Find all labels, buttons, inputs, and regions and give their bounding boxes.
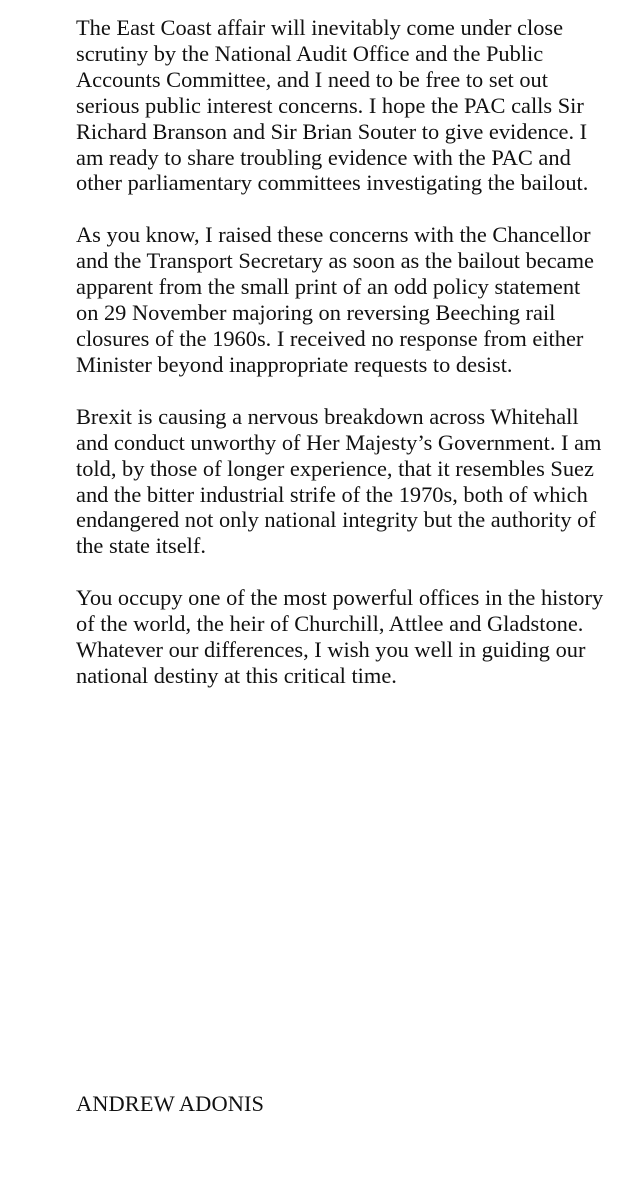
paragraph-east-coast: The East Coast affair will inevitably come under close scrutiny by the National Audit Office and the Public Accounts Committee, and I need to be free to set out serious public interest concerns. I hope the PAC calls Sir Richard Branson and Sir Brian Souter to give evidence. I am ready to share troubling evidence with the PAC and other parliamentary committees investigating the bailout. — [76, 15, 589, 196]
letter-body — [76, 15, 606, 689]
paragraph-concerns-raised: As you know, I raised these concerns with the Chancellor and the Transport Secretary as soon as the bailout became apparent from the small print of an odd policy statement on 29 November majoring on reversing Beeching rail closures of the 1960s. I received no response from either Minister beyond inappropriate requests to desist. — [76, 222, 594, 377]
paragraph-closing: You occupy one of the most powerful offices in the history of the world, the heir of Churchill, Attlee and Gladstone. Whatever our differences, I wish you well in guiding our national destiny at this critical time. — [76, 585, 604, 688]
paragraph-brexit: Brexit is causing a nervous breakdown across Whitehall and conduct unworthy of Her Majesty’s Government. I am told, by those of longer experience, that it resembles Suez and the bitter industrial strife of the 1970s, both of which endangered not only national integrity but the authority of the state itself. — [76, 403, 602, 559]
signature: ANDREW ADONIS — [76, 1091, 265, 1116]
